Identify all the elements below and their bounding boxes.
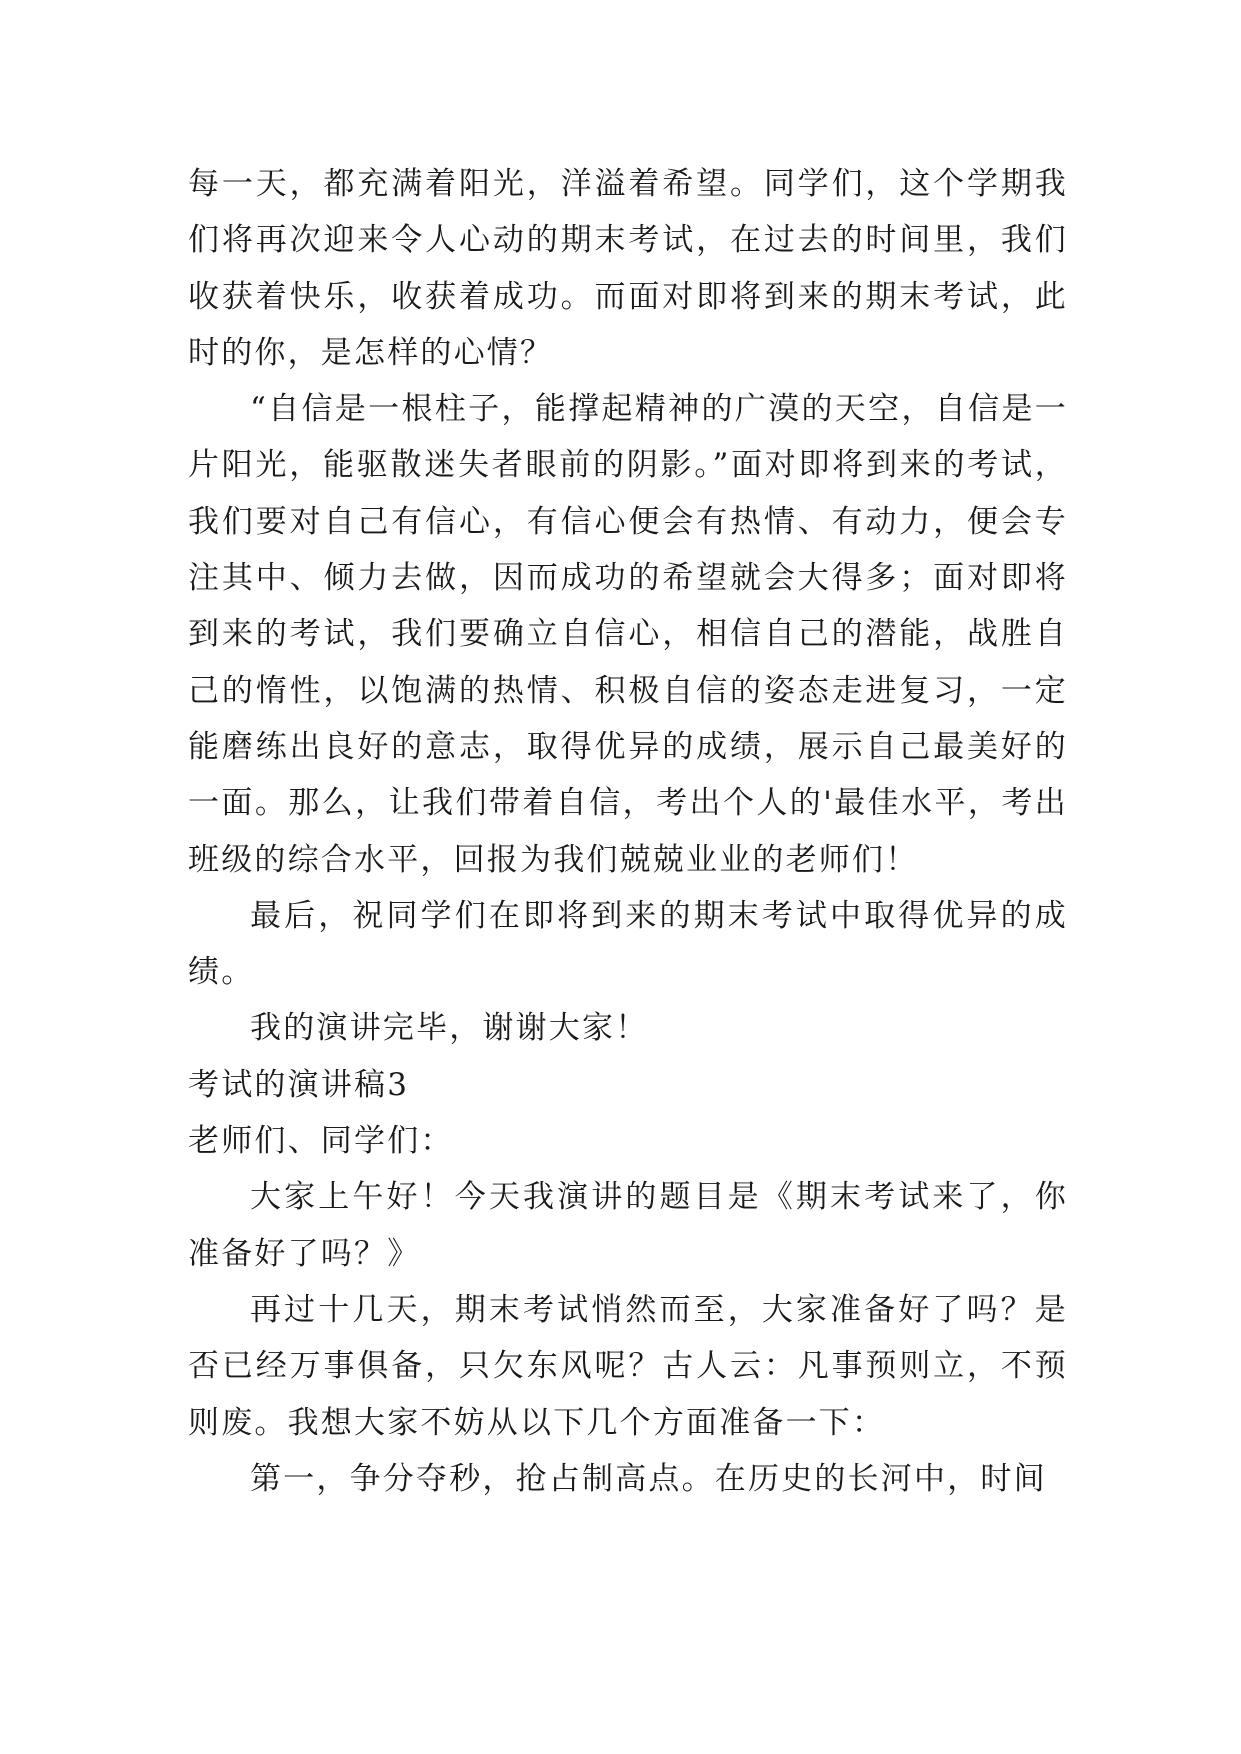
paragraph-confidence: “自信是一根柱子，能撑起精神的广漠的天空，自信是一片阳光，能驱散迷失者眼前的阴影。”面对即将到来的考试，我们要对自己有信心，有信心便会有热情、有动力，便会专注其中、倾力去做，因而成功的希望就会大得多；面对即将到来的考试，我们要确立自信心，相信自己的潜能，战胜自己的惰性，以饱满的热情、积极自信的姿态走进复习，一定能磨练出良好的意志，取得优异的成绩，展示自己最美好的一面。那么，让我们带着自信，考出个人的'最佳水平，考出班级的综合水平，回报为我们兢兢业业的老师们！ [188, 391, 1068, 878]
paragraph-continuation: 每一天，都充满着阳光，洋溢着希望。同学们，这个学期我们将再次迎来令人心动的期末考试，在过去的时间里，我们收获着快乐，收获着成功。而面对即将到来的期末考试，此时的你，是怎样的心情？ [188, 166, 1068, 371]
document-body [188, 156, 1068, 1507]
paragraph-thanks: 我的演讲完毕，谢谢大家！ [250, 1010, 649, 1047]
salutation: 老师们、同学们： [188, 1123, 454, 1160]
paragraph-closing-wish: 最后，祝同学们在即将到来的期末考试中取得优异的成绩。 [188, 897, 1068, 991]
paragraph-preparation: 再过十几天，期末考试悄然而至，大家准备好了吗？是否已经万事俱备，只欠东风呢？古人云：凡事预则立，不预则废。我想大家不妨从以下几个方面准备一下： [188, 1291, 1068, 1441]
section-heading: 考试的演讲稿3 [188, 1066, 410, 1103]
paragraph-first-point: 第一，争分夺秒，抢占制高点。在历史的长河中，时间 [250, 1460, 1047, 1497]
paragraph-greeting: 大家上午好！今天我演讲的题目是《期末考试来了，你准备好了吗？》 [188, 1179, 1068, 1272]
